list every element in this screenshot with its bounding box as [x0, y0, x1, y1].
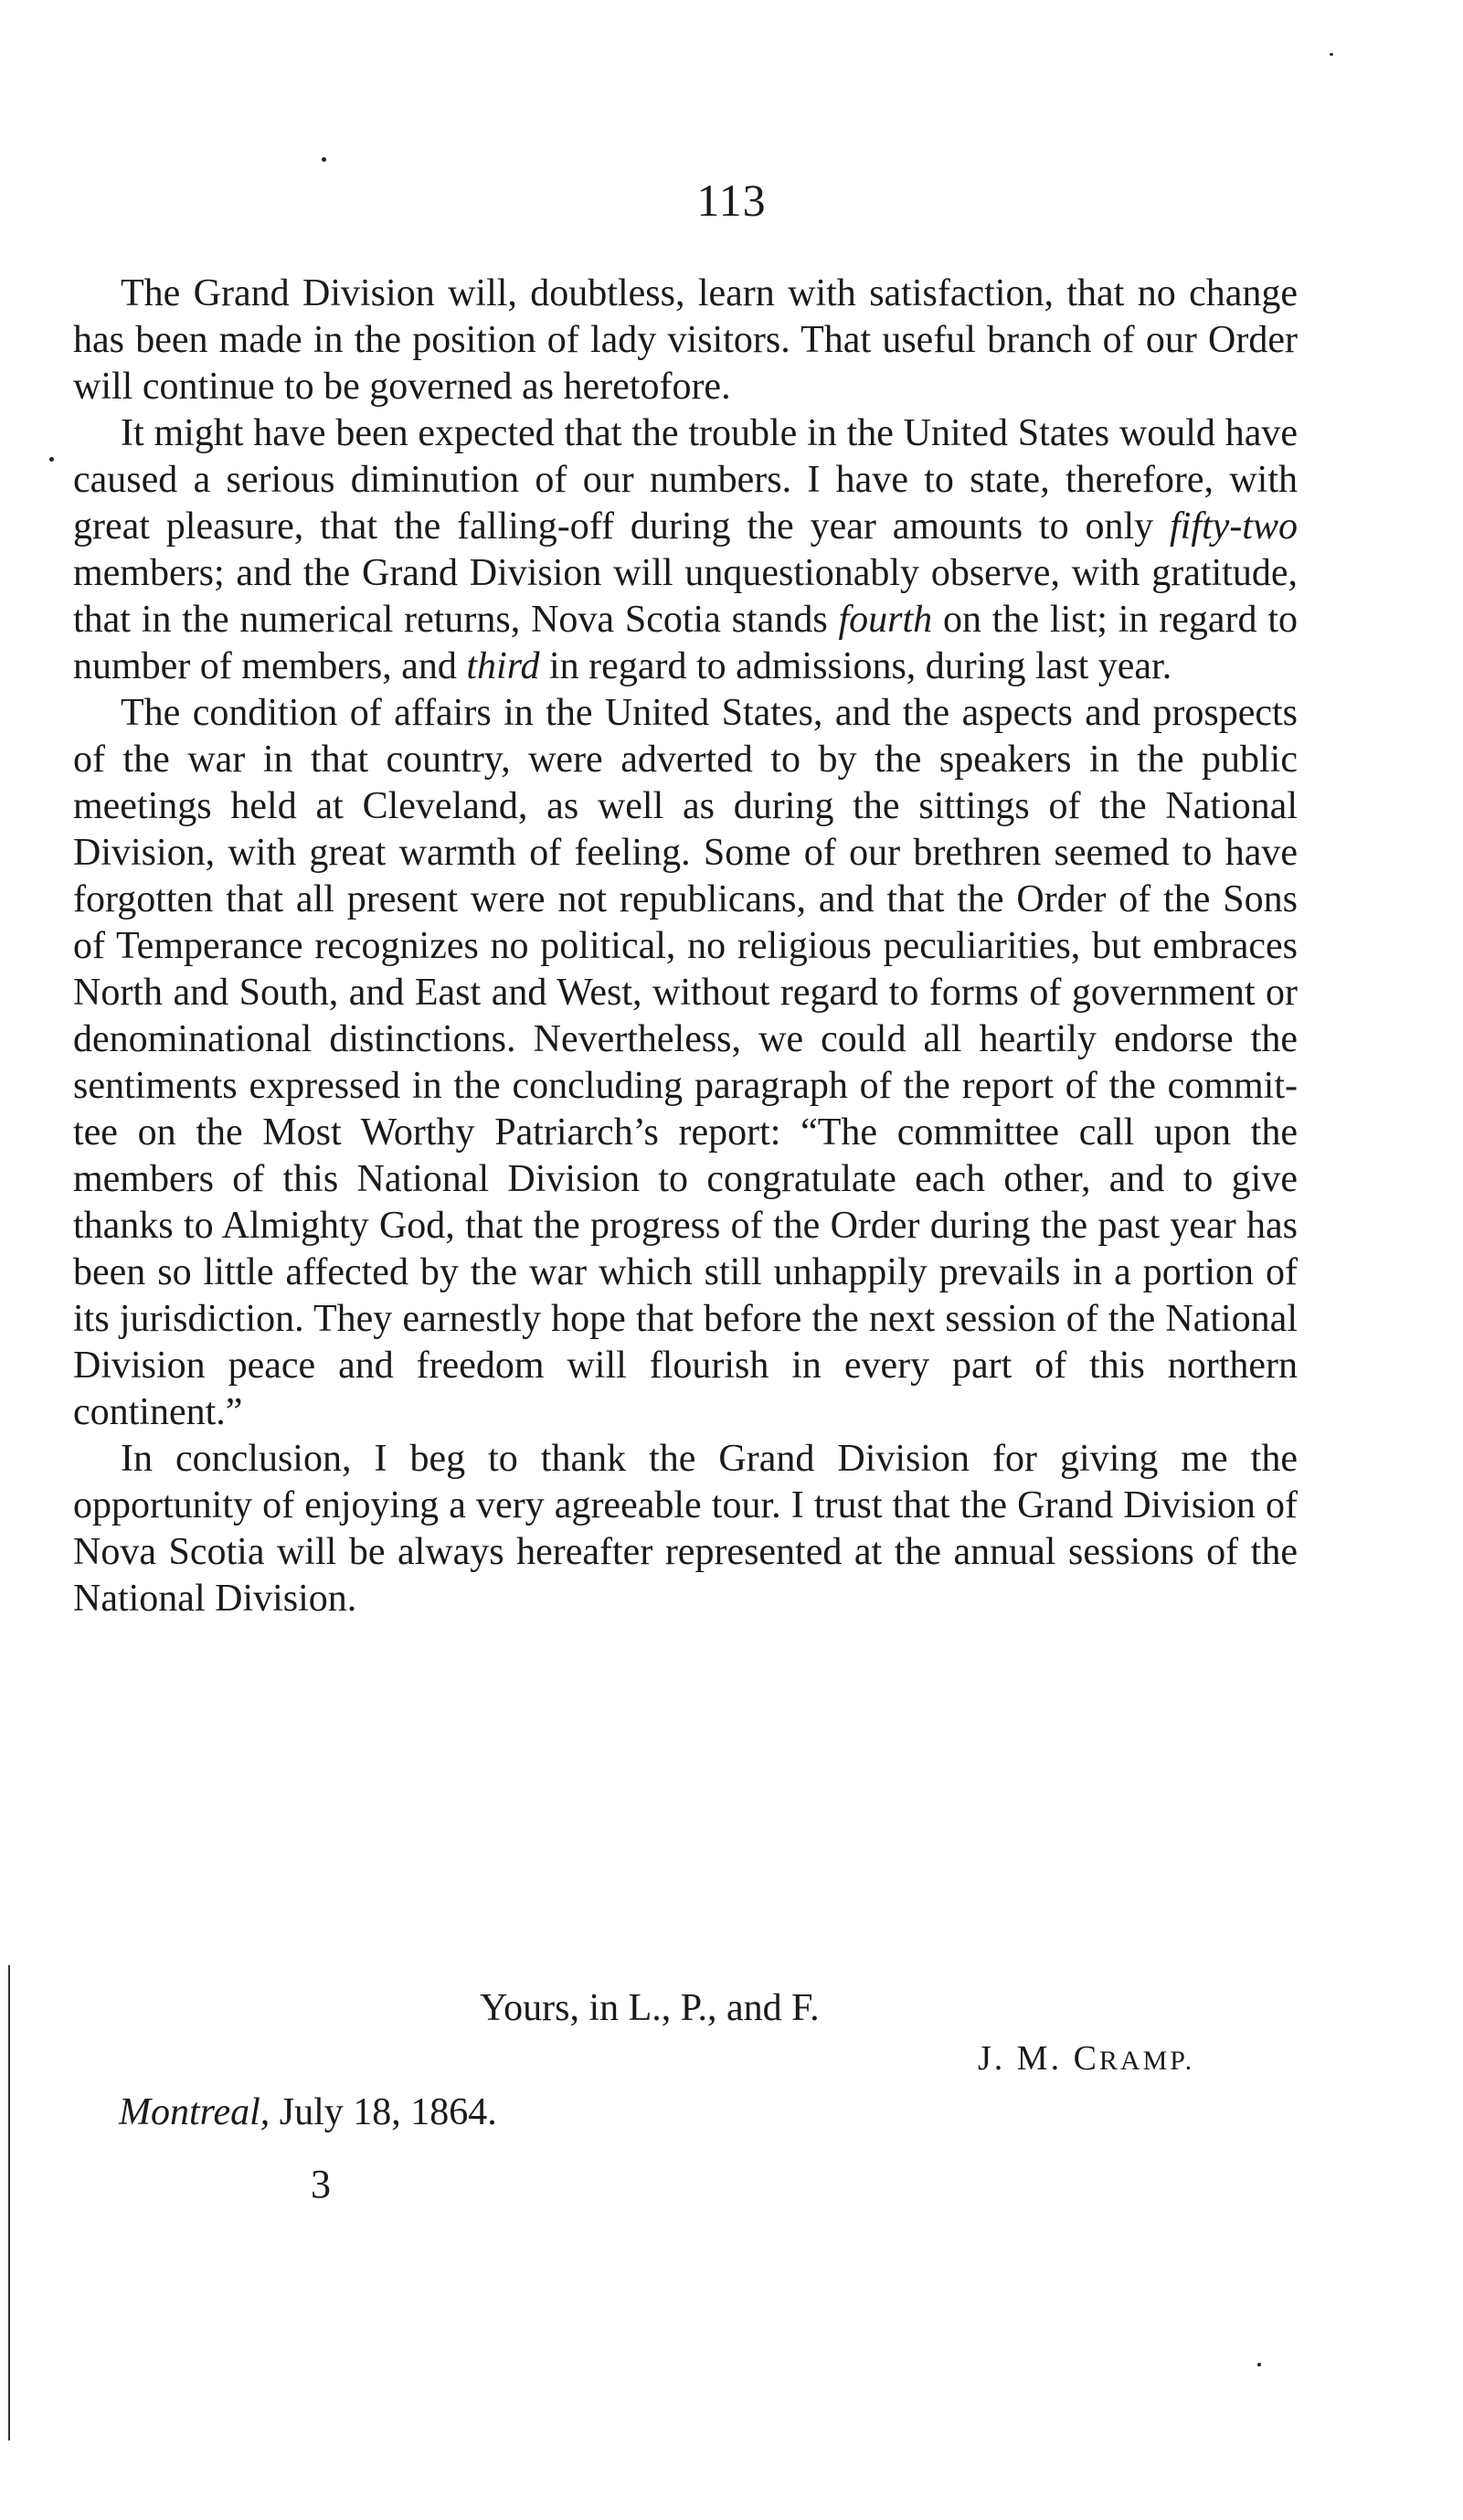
text-run: It might have been expected that the trouble in the United States would have caused a serious diminution of our numbers. I have to state, therefore, with great pleasure, that the falling-off during the year amounts to only	[73, 412, 1298, 548]
scan-speck	[1257, 2363, 1261, 2366]
signature-initials: J. M. C	[978, 2039, 1099, 2078]
scan-speck	[1330, 53, 1333, 56]
body-paragraph	[73, 690, 1298, 1436]
dateline	[119, 2090, 497, 2134]
page-number: 113	[696, 175, 767, 226]
text-run: The Grand Division will, doubtless, learn with satisfaction, that no change has been made in the position of lady visitors. That useful branch of our Order will continue to be governed as heretofore.	[73, 272, 1298, 408]
body-paragraph	[73, 410, 1298, 690]
body-paragraph	[73, 271, 1298, 410]
text-run: members; and the Grand Division will unquestionably observe, with gratitude, that in the numerical returns, Nova Scotia stands	[73, 552, 1298, 641]
text-run: In conclusion, I beg to thank the Grand Division for giving me the opportunity of enjoying a very agreeable tour. I trust that the Grand Division of Nova Scotia will be always hereafter represented at the annual sessions of the National Division.	[73, 1438, 1298, 1620]
signature-rest: RAMP.	[1098, 2046, 1195, 2076]
text-run: The condition of affairs in the United States, and the aspects and prospects of the war in that country, were adverted to by the speakers in the public meetings held at Cleveland, as well as during the sittings of the National Division, with great warmth of feeling. Some of our brethren seemed to have forgotten that all present were not republicans, and that the Order of the Sons of Temperance recognizes no political, no religious peculiarities, but embraces North and South, and East and West, without regard to forms of government or denominational distinctions. Nevertheless, we could all heartily endorse the sentiments expressed in the concluding paragraph of the report of the committee on the Most Worthy Patriarch’s report: “The committee call upon the members of this National Division to congratulate each other, and to give thanks to Almighty God, that the progress of the Order during the past year has been so little affected by the war which still unhappily prevails in a portion of its jurisdiction. They earnestly hope that before the next session of the National Division peace and freedom will flourish in every part of this northern continent.”	[73, 692, 1298, 1433]
italic-emphasis: fourth	[838, 599, 933, 641]
body-text	[73, 271, 1298, 1622]
text-run: on the list; in regard to number of members, and	[73, 599, 1298, 687]
italic-emphasis: fifty-two	[1170, 505, 1298, 548]
scan-speck	[322, 157, 326, 162]
italic-emphasis: third	[466, 645, 540, 687]
printer-signature-mark: 3	[311, 2162, 331, 2206]
scan-speck	[49, 457, 54, 462]
dateline-date: July 18, 1864.	[270, 2091, 497, 2133]
dateline-place: Montreal,	[119, 2091, 270, 2133]
body-paragraph	[73, 1436, 1298, 1622]
scan-edge-line	[8, 1965, 10, 2440]
text-run: in regard to admissions, during last year.	[539, 645, 1172, 687]
closing-salutation: Yours, in L., P., and F.	[480, 1987, 820, 2029]
signature-name	[978, 2038, 1194, 2079]
